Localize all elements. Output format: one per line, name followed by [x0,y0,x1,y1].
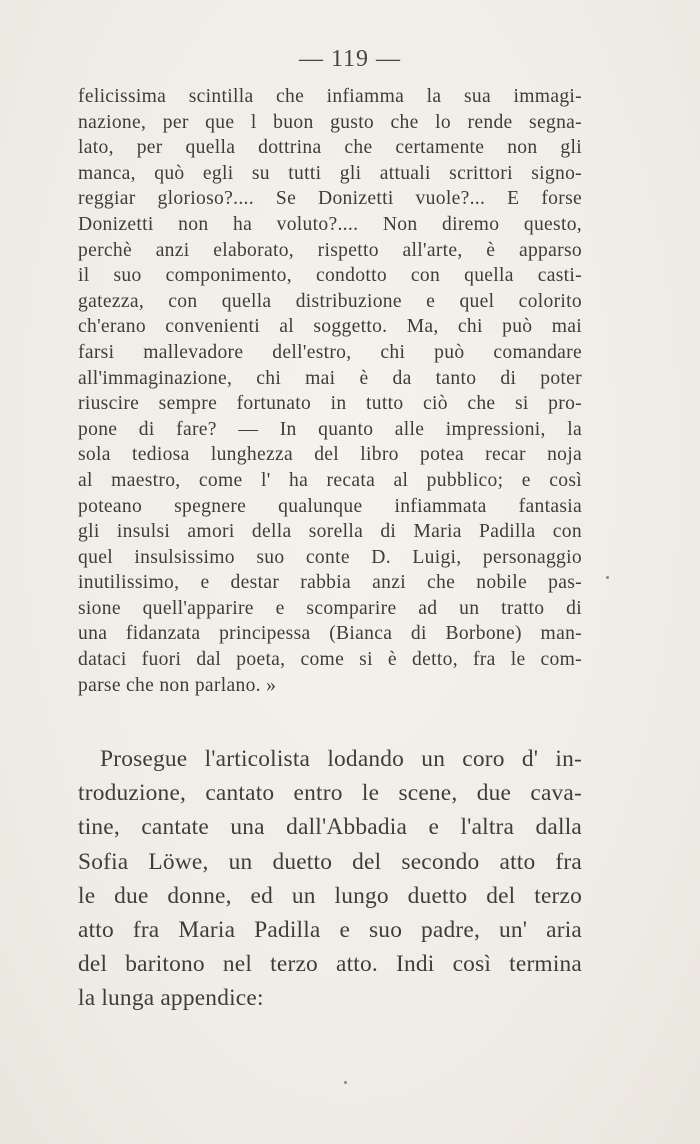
body-line: le due donne, ed un lungo duetto del terzo [78,882,582,909]
paper-speck [606,576,609,579]
quote-line: quel insulsissimo suo conte D. Luigi, personaggio [78,546,582,568]
quote-line: pone di fare? — In quanto alle impressioni, la [78,418,582,440]
body-line: del baritono nel terzo atto. Indi così termina [78,951,582,978]
quote-line: una fidanzata principessa (Bianca di Borbone) man- [78,623,582,645]
quote-line: all'immaginazione, chi mai è da tanto di poter [78,367,582,389]
quote-line: sione quell'apparire e scomparire ad un tratto di [78,597,582,619]
quote-line: parse che non parlano. » [78,674,277,696]
quote-line: inutilissimo, e destar rabbia anzi che nobile pas- [78,572,582,594]
quote-line: lato, per quella dottrina che certamente non gli [78,137,582,159]
body-paragraph [78,742,582,1016]
quote-line: dataci fuori dal poeta, come si è detto, fra le com- [78,649,582,671]
quote-line: nazione, per que l buon gusto che lo rende segna- [78,111,582,133]
quote-line: Donizetti non ha voluto?.... Non diremo questo, [78,213,582,235]
quote-line: poteano spegnere qualunque infiammata fantasia [78,495,582,517]
body-line: Sofia Löwe, un duetto del secondo atto fra [78,848,582,875]
quote-line: felicissima scintilla che infiamma la sua immagi- [78,86,582,107]
quote-line: riuscire sempre fortunato in tutto ciò che si pro- [78,393,582,415]
page-number: — 119 — [298,46,402,72]
quote-line: il suo componimento, condotto con quella casti- [78,265,582,287]
quote-line: perchè anzi elaborato, rispetto all'arte, è apparso [78,239,582,261]
quoted-passage [78,84,582,698]
body-line: la lunga appendice: [78,985,264,1012]
paper-speck [344,1081,347,1084]
quote-line: ch'erano convenienti al soggetto. Ma, chi può mai [78,316,582,338]
quote-line: al maestro, come l' ha recata al pubblico; e così [78,469,582,491]
quote-line: manca, quò egli su tutti gli attuali scrittori signo- [78,162,582,184]
body-line: atto fra Maria Padilla e suo padre, un' aria [78,916,582,943]
quote-line: sola tediosa lunghezza del libro potea recar noja [78,444,582,466]
quote-line: gatezza, con quella distribuzione e quel colorito [78,290,582,312]
body-line: troduzione, cantato entro le scene, due cava- [78,780,582,807]
quote-line: farsi mallevadore dell'estro, chi può comandare [78,341,582,363]
quote-line: reggiar glorioso?.... Se Donizetti vuole?... E forse [78,188,582,210]
body-line: Prosegue l'articolista lodando un coro d' in- [100,746,582,772]
body-line: tine, cantate una dall'Abbadia e l'altra dalla [78,814,582,841]
quote-line: gli insulsi amori della sorella di Maria Padilla con [78,521,582,543]
